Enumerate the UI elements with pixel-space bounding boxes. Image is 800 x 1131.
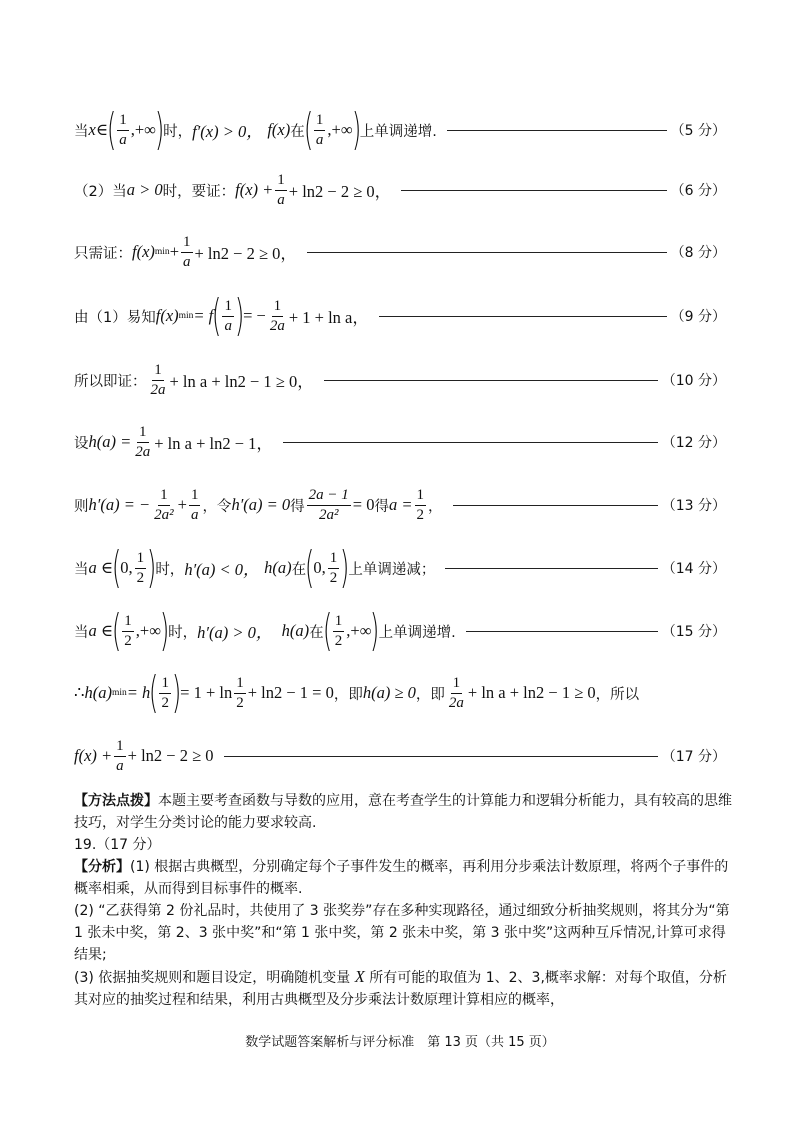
expr: h′(a) = − [88, 495, 151, 514]
denominator: 2a [135, 443, 151, 460]
solution-line-9 [74, 286, 726, 346]
method-tip-tag: 【方法点拨】 [74, 793, 158, 809]
expr: h(a) [264, 558, 292, 577]
numerator: 1 [122, 613, 134, 632]
denominator: 2 [329, 569, 338, 586]
expr: + ln a + ln2 − 1 ≥ 0 [467, 683, 596, 702]
numerator: 1 [333, 613, 345, 632]
numerator: 1 [451, 675, 463, 694]
fraction [307, 487, 351, 523]
text: 得 [290, 498, 305, 515]
expr: f(x) [267, 120, 291, 139]
score-label: （12 分） [661, 435, 726, 451]
left-paren: ( [212, 290, 222, 341]
text: 则 [74, 498, 89, 515]
therefore-symbol: ∴ [74, 683, 85, 702]
dash-leader [466, 631, 658, 632]
analysis-text: (3) 依据抽奖规则和题目设定，明确随机变量 [74, 970, 351, 986]
right-paren: ) [159, 605, 170, 656]
right-paren: ) [171, 667, 182, 718]
solution-line-8 [74, 222, 726, 282]
expr: = f [193, 306, 214, 325]
text: ，即 [415, 686, 445, 703]
subscript: min [178, 311, 194, 321]
fraction [114, 738, 126, 774]
numerator: 1 [272, 298, 284, 317]
fraction [314, 112, 326, 148]
dash-leader [224, 756, 658, 757]
right-paren: ) [351, 104, 361, 155]
denominator: 2a² [154, 506, 174, 523]
fraction [328, 550, 340, 586]
fraction [333, 613, 345, 649]
interval-end: ,+∞ [130, 120, 156, 139]
right-paren: ) [340, 542, 350, 593]
expr: + ln2 − 2 ≥ 0， [194, 244, 297, 263]
denominator: a [119, 131, 127, 148]
text: （2）当 [74, 183, 127, 200]
solution-line-10 [74, 350, 726, 410]
expr: a = [388, 495, 413, 514]
var-x: x [88, 120, 96, 139]
solution-line-5 [74, 100, 726, 160]
fraction [189, 487, 201, 523]
text: ，即 [333, 686, 363, 703]
expr: = h [126, 683, 151, 702]
fraction [275, 172, 287, 208]
expr: h(a) ≥ 0 [362, 683, 416, 702]
expr: a ∈ [88, 621, 114, 640]
right-paren: ) [234, 290, 245, 341]
fraction [117, 112, 129, 148]
expr: + ln2 − 2 ≥ 0 [127, 746, 214, 765]
right-paren: ) [370, 605, 380, 656]
expr: a ∈ [88, 558, 114, 577]
expr: ,+∞ [135, 621, 161, 640]
dash-leader [307, 252, 667, 253]
text: ，所以 [595, 686, 640, 703]
left-paren: ( [111, 605, 122, 656]
expr: = − [243, 306, 266, 325]
method-tip-text: 本题主要考查函数与导数的应用，意在考查学生的计算能力和逻辑分析能力，具有较高的思维技巧，对学生分类讨论的能力要求较高. [74, 793, 732, 831]
denominator: 2 [124, 632, 132, 649]
numerator: 1 [158, 487, 170, 506]
expr: + 1 + ln a， [288, 308, 369, 327]
text: 上单调递增. [359, 123, 437, 140]
analysis-tag: 【分析】 [74, 859, 130, 875]
left-paren: ( [106, 104, 117, 155]
text: ，令 [202, 498, 232, 515]
denominator: a [190, 506, 199, 523]
expr: + ln2 − 1 = 0 [247, 683, 334, 702]
denominator: a [116, 757, 124, 774]
numerator: 1 [314, 112, 326, 131]
numerator: 1 [189, 487, 201, 506]
expr: 0, [120, 558, 133, 577]
expr: h(a) [84, 683, 112, 702]
text: 在 [309, 624, 324, 641]
left-paren: ( [305, 542, 315, 593]
score-label: （9 分） [670, 309, 726, 325]
denominator: 2a [269, 317, 285, 334]
text: 得 [374, 498, 389, 515]
interval-end: ,+∞ [327, 120, 353, 139]
expr: + [169, 242, 179, 261]
score-label: （14 分） [661, 561, 726, 577]
solution-line-12 [74, 412, 726, 472]
method-tip-paragraph [74, 790, 734, 834]
score-label: （10 分） [661, 373, 726, 389]
left-paren: ( [322, 605, 332, 656]
fraction [122, 613, 134, 649]
expr: 0, [313, 558, 326, 577]
denominator: 2 [136, 569, 145, 586]
denominator: 2 [334, 632, 343, 649]
random-variable: X [354, 967, 365, 986]
denominator: a [224, 317, 232, 334]
fraction [133, 424, 152, 460]
expr: + ln a + ln2 − 1， [154, 434, 273, 453]
text: 设 [74, 435, 89, 452]
expr: + [177, 495, 187, 514]
solution-line-6 [74, 160, 726, 220]
text: 所以即证： [74, 373, 147, 390]
numerator: 1 [137, 424, 149, 443]
score-label: （6 分） [670, 183, 726, 199]
analysis-paragraph-3 [74, 966, 734, 1011]
expr: a > 0 [126, 180, 163, 199]
text: 当 [74, 561, 89, 578]
dash-leader [379, 316, 667, 317]
dash-leader [324, 380, 658, 381]
dash-leader [447, 130, 667, 131]
fraction [152, 487, 176, 523]
text: 在 [291, 561, 307, 578]
expr: + ln2 − 2 ≥ 0， [288, 182, 392, 201]
numerator: 2a − 1 [307, 487, 351, 506]
expr: h(a) [281, 621, 310, 640]
denominator: a [315, 131, 324, 148]
expr: + ln a + ln2 − 1 ≥ 0， [169, 372, 314, 391]
expr: f(x) + [74, 746, 113, 765]
right-paren: ) [147, 542, 157, 593]
score-label: （17 分） [661, 749, 726, 765]
text: 当 [74, 123, 89, 140]
fraction [135, 550, 147, 586]
left-paren: ( [149, 667, 159, 718]
fraction [415, 487, 427, 523]
text: 时， [163, 123, 193, 140]
right-paren: ) [154, 104, 165, 155]
denominator: 2a [150, 381, 166, 398]
expr: ,+∞ [346, 621, 372, 640]
denominator: a [277, 191, 285, 208]
analysis-text: (2) “乙获得第 2 份礼品时，共使用了 3 张奖券”存在多种实现路径，通过细致分析抽奖规则，将其分为“第 1 张未中奖，第 2、3 张中奖”和“第 1 张中奖，第 2 张未中奖，第 3 张中奖”这两种互斥情况,计算可求得结果; [74, 903, 730, 963]
numerator: 1 [135, 550, 147, 569]
solution-line-14 [74, 538, 726, 598]
text: 在 [290, 123, 305, 140]
text: 上单调递增. [378, 624, 456, 641]
question-number: 19.（17 分） [74, 837, 161, 853]
score-label: （8 分） [670, 245, 726, 261]
text: 由（1）易知 [74, 309, 156, 326]
left-paren: ( [303, 104, 314, 155]
numerator: 1 [222, 298, 234, 317]
score-label: （15 分） [661, 624, 726, 640]
text: 上单调递减； [348, 561, 436, 578]
solution-line-conclusion [74, 663, 726, 723]
numerator: 1 [275, 172, 287, 191]
numerator: 1 [114, 738, 126, 757]
dash-leader [283, 442, 658, 443]
expr: f(x) [132, 242, 155, 261]
question-19-heading [74, 834, 734, 856]
fraction [149, 362, 168, 398]
fraction [222, 298, 234, 334]
fraction [447, 675, 466, 711]
denominator: 2a² [318, 506, 339, 523]
text: ， [428, 498, 443, 515]
expr: h′(a) < 0， [184, 560, 260, 579]
expr: f(x) + [235, 180, 274, 199]
denominator: 2 [236, 694, 244, 711]
dash-leader [445, 568, 657, 569]
analysis-paragraph-2 [74, 900, 734, 966]
expr: = 0 [352, 495, 375, 514]
in-symbol: ∈ [95, 120, 109, 139]
expr: h′(a) > 0， [197, 623, 273, 642]
numerator: 1 [415, 487, 427, 506]
denominator: a [183, 253, 191, 270]
numerator: 1 [181, 234, 193, 253]
expr: f(x) [155, 306, 179, 325]
expr: h(a) = [88, 432, 132, 451]
numerator: 1 [117, 112, 129, 131]
expr: = 1 + ln [180, 683, 233, 702]
left-paren: ( [111, 542, 122, 593]
numerator: 1 [328, 550, 340, 569]
solution-line-15 [74, 601, 726, 661]
numerator: 1 [152, 362, 164, 381]
fraction [234, 675, 246, 711]
fraction [268, 298, 287, 334]
text: 时，要证： [162, 183, 236, 200]
fraction [181, 234, 193, 270]
subscript: min [154, 247, 170, 257]
text: 时， [168, 624, 198, 641]
subscript: min [112, 688, 127, 698]
denominator: 2 [416, 506, 424, 523]
solution-line-17 [74, 726, 726, 786]
dash-leader [401, 190, 666, 191]
dash-leader [453, 505, 658, 506]
numerator: 1 [159, 675, 171, 694]
expr: h′(a) = 0 [231, 495, 291, 514]
analysis-text: (1) 根据古典概型，分别确定每个子事件发生的概率，再利用分步乘法计数原理，将两个子事件的概率相乘，从而得到目标事件的概率. [74, 859, 729, 897]
text: 时， [155, 561, 185, 578]
denominator: 2 [161, 694, 169, 711]
expr: f′(x) > 0， [192, 122, 263, 141]
analysis-paragraph-1 [74, 856, 734, 900]
numerator: 1 [234, 675, 246, 694]
page-footer: 数学试题答案解析与评分标准 第 13 页（共 15 页） [245, 1035, 555, 1050]
fraction [159, 675, 171, 711]
score-label: （13 分） [661, 498, 726, 514]
text: 只需证： [74, 245, 132, 262]
solution-line-13 [74, 475, 726, 535]
analysis-text: 所有可能的取值为 1、2、3,概率求解：对每个取值，分析其对应的抽奖过程和结果，利用古典概型及分步乘法计数原理计算相应的概率， [74, 970, 727, 1008]
score-label: （5 分） [670, 123, 726, 139]
denominator: 2a [448, 694, 464, 711]
text: 当 [74, 624, 89, 641]
